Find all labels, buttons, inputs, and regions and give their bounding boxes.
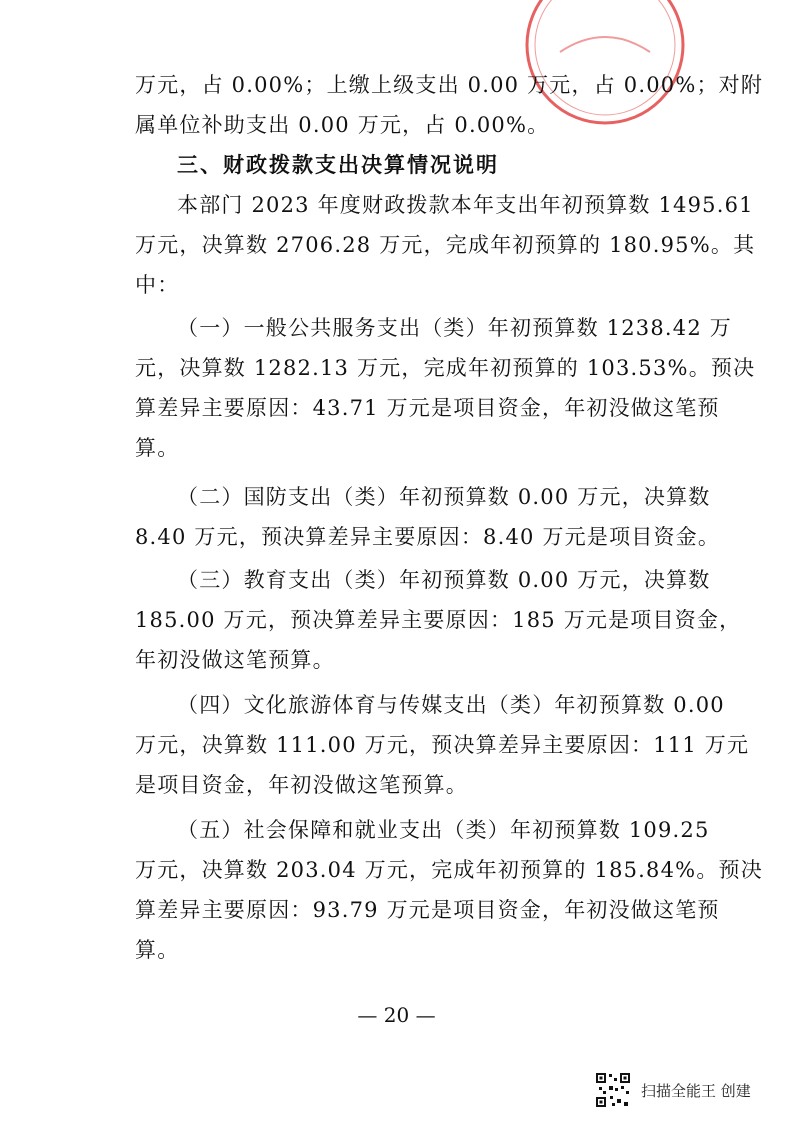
item-5-line-1: （五）社会保障和就业支出（类）年初预算数 109.25 (177, 818, 710, 842)
text-line-5: 万元，决算数 2706.28 万元，完成年初预算的 180.95%。其 (135, 233, 756, 257)
scanner-label: 扫描全能王 创建 (641, 1081, 751, 1100)
text-line-2: 属单位补助支出 0.00 万元，占 0.00%。 (135, 113, 550, 137)
scanner-watermark (595, 1068, 751, 1112)
text-line-4: 本部门 2023 年度财政拨款本年支出年初预算数 1495.61 (177, 193, 754, 217)
item-1-line-2: 元，决算数 1282.13 万元，完成年初预算的 103.53%。预决 (135, 356, 756, 380)
item-1-line-3: 算差异主要原因：43.71 万元是项目资金，年初没做这笔预 (135, 396, 720, 420)
item-3-line-2: 185.00 万元，预决算差异主要原因：185 万元是项目资金， (135, 608, 742, 632)
item-3-line-3: 年初没做这笔预算。 (135, 648, 335, 672)
text-line-1: 万元，占 0.00%；上缴上级支出 0.00 万元，占 0.00%；对附 (135, 73, 764, 97)
item-5-line-2: 万元，决算数 203.04 万元，完成年初预算的 185.84%。预决 (135, 858, 763, 882)
item-2-line-2: 8.40 万元，预决算差异主要原因：8.40 万元是项目资金。 (135, 525, 721, 549)
qr-code-icon (595, 1072, 631, 1108)
item-2-line-1: （二）国防支出（类）年初预算数 0.00 万元，决算数 (177, 485, 711, 509)
item-5-line-4: 算。 (135, 938, 180, 962)
item-5-line-3: 算差异主要原因：93.79 万元是项目资金，年初没做这笔预 (135, 898, 720, 922)
item-1-line-4: 算。 (135, 436, 180, 460)
page-number: — 20 — (357, 1003, 436, 1027)
item-1-line-1: （一）一般公共服务支出（类）年初预算数 1238.42 万 (177, 316, 732, 340)
text-line-6: 中： (135, 273, 180, 297)
item-4-line-1: （四）文化旅游体育与传媒支出（类）年初预算数 0.00 (177, 693, 725, 717)
item-4-line-2: 万元，决算数 111.00 万元，预决算差异主要原因：111 万元 (135, 733, 750, 757)
item-3-line-1: （三）教育支出（类）年初预算数 0.00 万元，决算数 (177, 568, 711, 592)
section-heading: 三、财政拨款支出决算情况说明 (177, 153, 499, 177)
item-4-line-3: 是项目资金，年初没做这笔预算。 (135, 773, 468, 797)
